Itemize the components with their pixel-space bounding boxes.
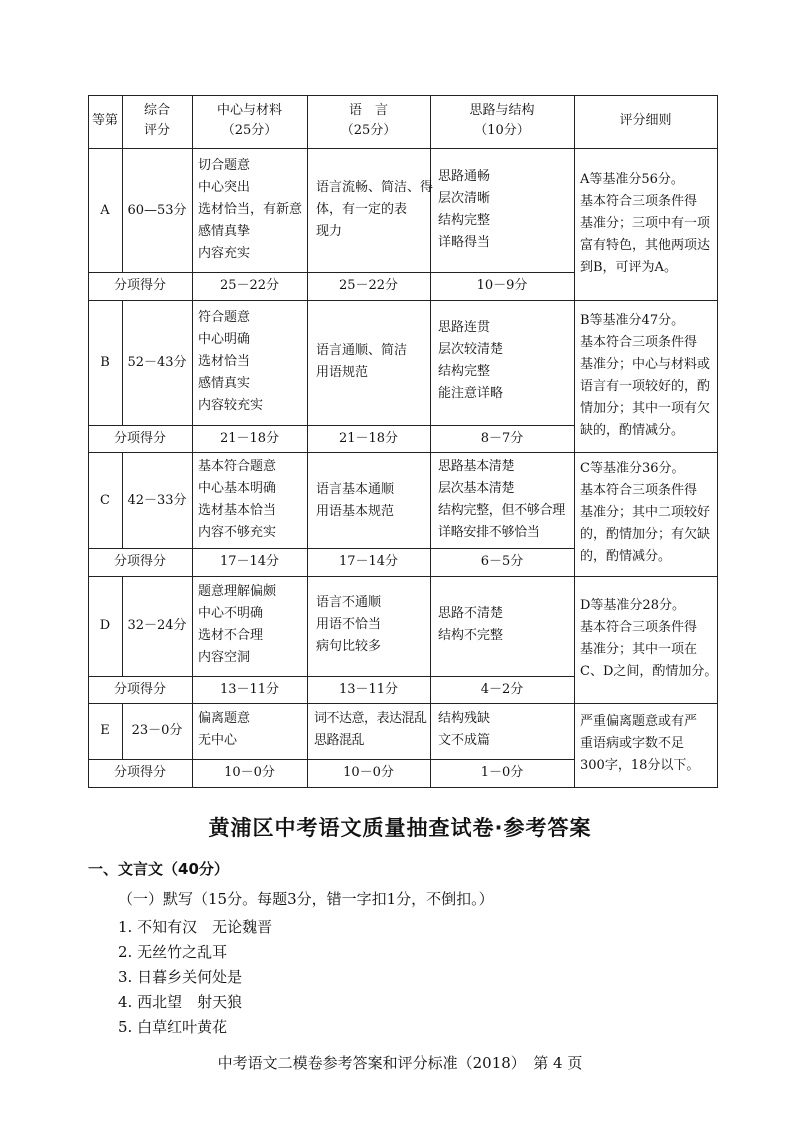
language-criteria: 语言流畅、简洁、得 体，有一定的表 现力 <box>316 180 434 239</box>
subscore-language: 21－18分 <box>338 431 399 446</box>
language-criteria: 语言基本通顺 用语基本规范 <box>316 482 395 519</box>
content-criteria: 基本符合题意 中心基本明确 选材基本恰当 内容不够充实 <box>198 459 277 540</box>
header-language: 语 言 （25分） <box>340 103 397 138</box>
grading-rules: B等基准分47分。 基本符合三项条件得 基准分；中心与材料或 语言有一项较好的，酌 情加分；其中一项有欠 缺的，酌情减分。 <box>580 313 711 438</box>
content-criteria: 题意理解偏颇 中心不明确 选材不合理 内容空洞 <box>198 584 277 665</box>
answer-item: 3. 日暮乡关何处是 <box>118 968 243 986</box>
header-grade: 等第 <box>91 113 118 128</box>
language-criteria: 语言通顺、简洁 用语规范 <box>316 343 408 380</box>
structure-criteria: 结构残缺 文不成篇 <box>438 711 491 748</box>
answer-item: 5. 白草红叶黄花 <box>118 1018 228 1036</box>
grade-range: 32－24分 <box>127 618 187 633</box>
subscore-structure: 10－9分 <box>476 278 528 293</box>
answer-item: 1. 不知有汉 无论魏晋 <box>118 918 273 936</box>
subscore-label: 分项得分 <box>113 431 166 446</box>
answer-item: 2. 无丝竹之乱耳 <box>118 943 228 961</box>
structure-criteria: 思路通畅 层次清晰 结构完整 详略得当 <box>438 169 491 250</box>
grading-table <box>88 95 718 788</box>
subscore-language: 13－11分 <box>338 682 399 697</box>
subscore-structure: 6－5分 <box>480 554 524 569</box>
subscore-language: 17－14分 <box>338 554 399 569</box>
grade-range: 52－43分 <box>127 355 187 370</box>
header-rules: 评分细则 <box>619 113 672 128</box>
structure-criteria: 思路连贯 层次较清楚 结构完整 能注意详略 <box>438 320 504 401</box>
grading-rules: A等基准分56分。 基本符合三项条件得 基准分；三项中有一项 富有特色，其他两项达 到B，可评为A。 <box>580 172 711 275</box>
content-criteria: 符合题意 中心明确 选材恰当 感情真实 内容较充实 <box>198 310 264 413</box>
grading-rules: D等基准分28分。 基本符合三项条件得 基准分；其中一项在 C、D之间，酌情加分。 <box>580 598 718 679</box>
subscore-content: 10－0分 <box>224 765 275 780</box>
grade-range: 23－0分 <box>131 723 183 738</box>
grading-rules: C等基准分36分。 基本符合三项条件得 基准分；其中二项较好 的，酌情加分；有欠缺 的，酌情减分。 <box>580 461 711 564</box>
grade-label: E <box>100 723 110 738</box>
subsection-title: （一）默写（15分。每题3分，错一字扣1分，不倒扣。） <box>118 890 494 908</box>
subscore-content: 17－14分 <box>219 554 280 569</box>
header-content: 中心与材料 （25分） <box>216 103 282 138</box>
subscore-label: 分项得分 <box>113 278 166 293</box>
subscore-language: 25－22分 <box>338 278 399 293</box>
header-overall: 综合 评分 <box>143 103 170 138</box>
subscore-label: 分项得分 <box>113 765 166 780</box>
grade-label: D <box>99 618 111 633</box>
language-criteria: 词不达意，表达混乱 思路混乱 <box>314 711 427 748</box>
subscore-structure: 1－0分 <box>480 765 524 780</box>
structure-criteria: 思路不清楚 结构不完整 <box>438 606 504 643</box>
content-criteria: 切合题意 中心突出 选材恰当，有新意 感情真挚 内容充实 <box>198 158 303 261</box>
grade-label: A <box>100 203 110 218</box>
structure-criteria: 思路基本清楚 层次基本清楚 结构完整，但不够合理 详略安排不够恰当 <box>438 459 566 540</box>
grade-label: C <box>100 493 110 508</box>
subscore-label: 分项得分 <box>113 682 166 697</box>
grade-range: 42－33分 <box>127 493 187 508</box>
grading-rules: 严重偏离题意或有严 重语病或字数不足 300字，18分以下。 <box>580 714 700 773</box>
language-criteria: 语言不通顺 用语不恰当 病句比较多 <box>316 595 382 654</box>
subscore-label: 分项得分 <box>113 554 166 569</box>
answer-key-title: 黄浦区中考语文质量抽查试卷·参考答案 <box>208 816 592 840</box>
subscore-structure: 8－7分 <box>480 431 524 446</box>
grade-label: B <box>100 355 110 370</box>
grade-range: 60—53分 <box>127 203 187 218</box>
content-criteria: 偏离题意 无中心 <box>198 711 251 748</box>
subscore-content: 25－22分 <box>219 278 280 293</box>
header-structure: 思路与结构 （10分） <box>469 103 535 138</box>
subscore-content: 13－11分 <box>219 682 280 697</box>
subscore-language: 10－0分 <box>343 765 394 780</box>
answer-item: 4. 西北望 射天狼 <box>118 993 243 1011</box>
page-footer: 中考语文二模卷参考答案和评分标准（2018） 第 4 页 <box>217 1054 583 1072</box>
subscore-content: 21－18分 <box>219 431 280 446</box>
section-title: 一、文言文（40分） <box>88 860 229 878</box>
subscore-structure: 4－2分 <box>480 682 524 697</box>
